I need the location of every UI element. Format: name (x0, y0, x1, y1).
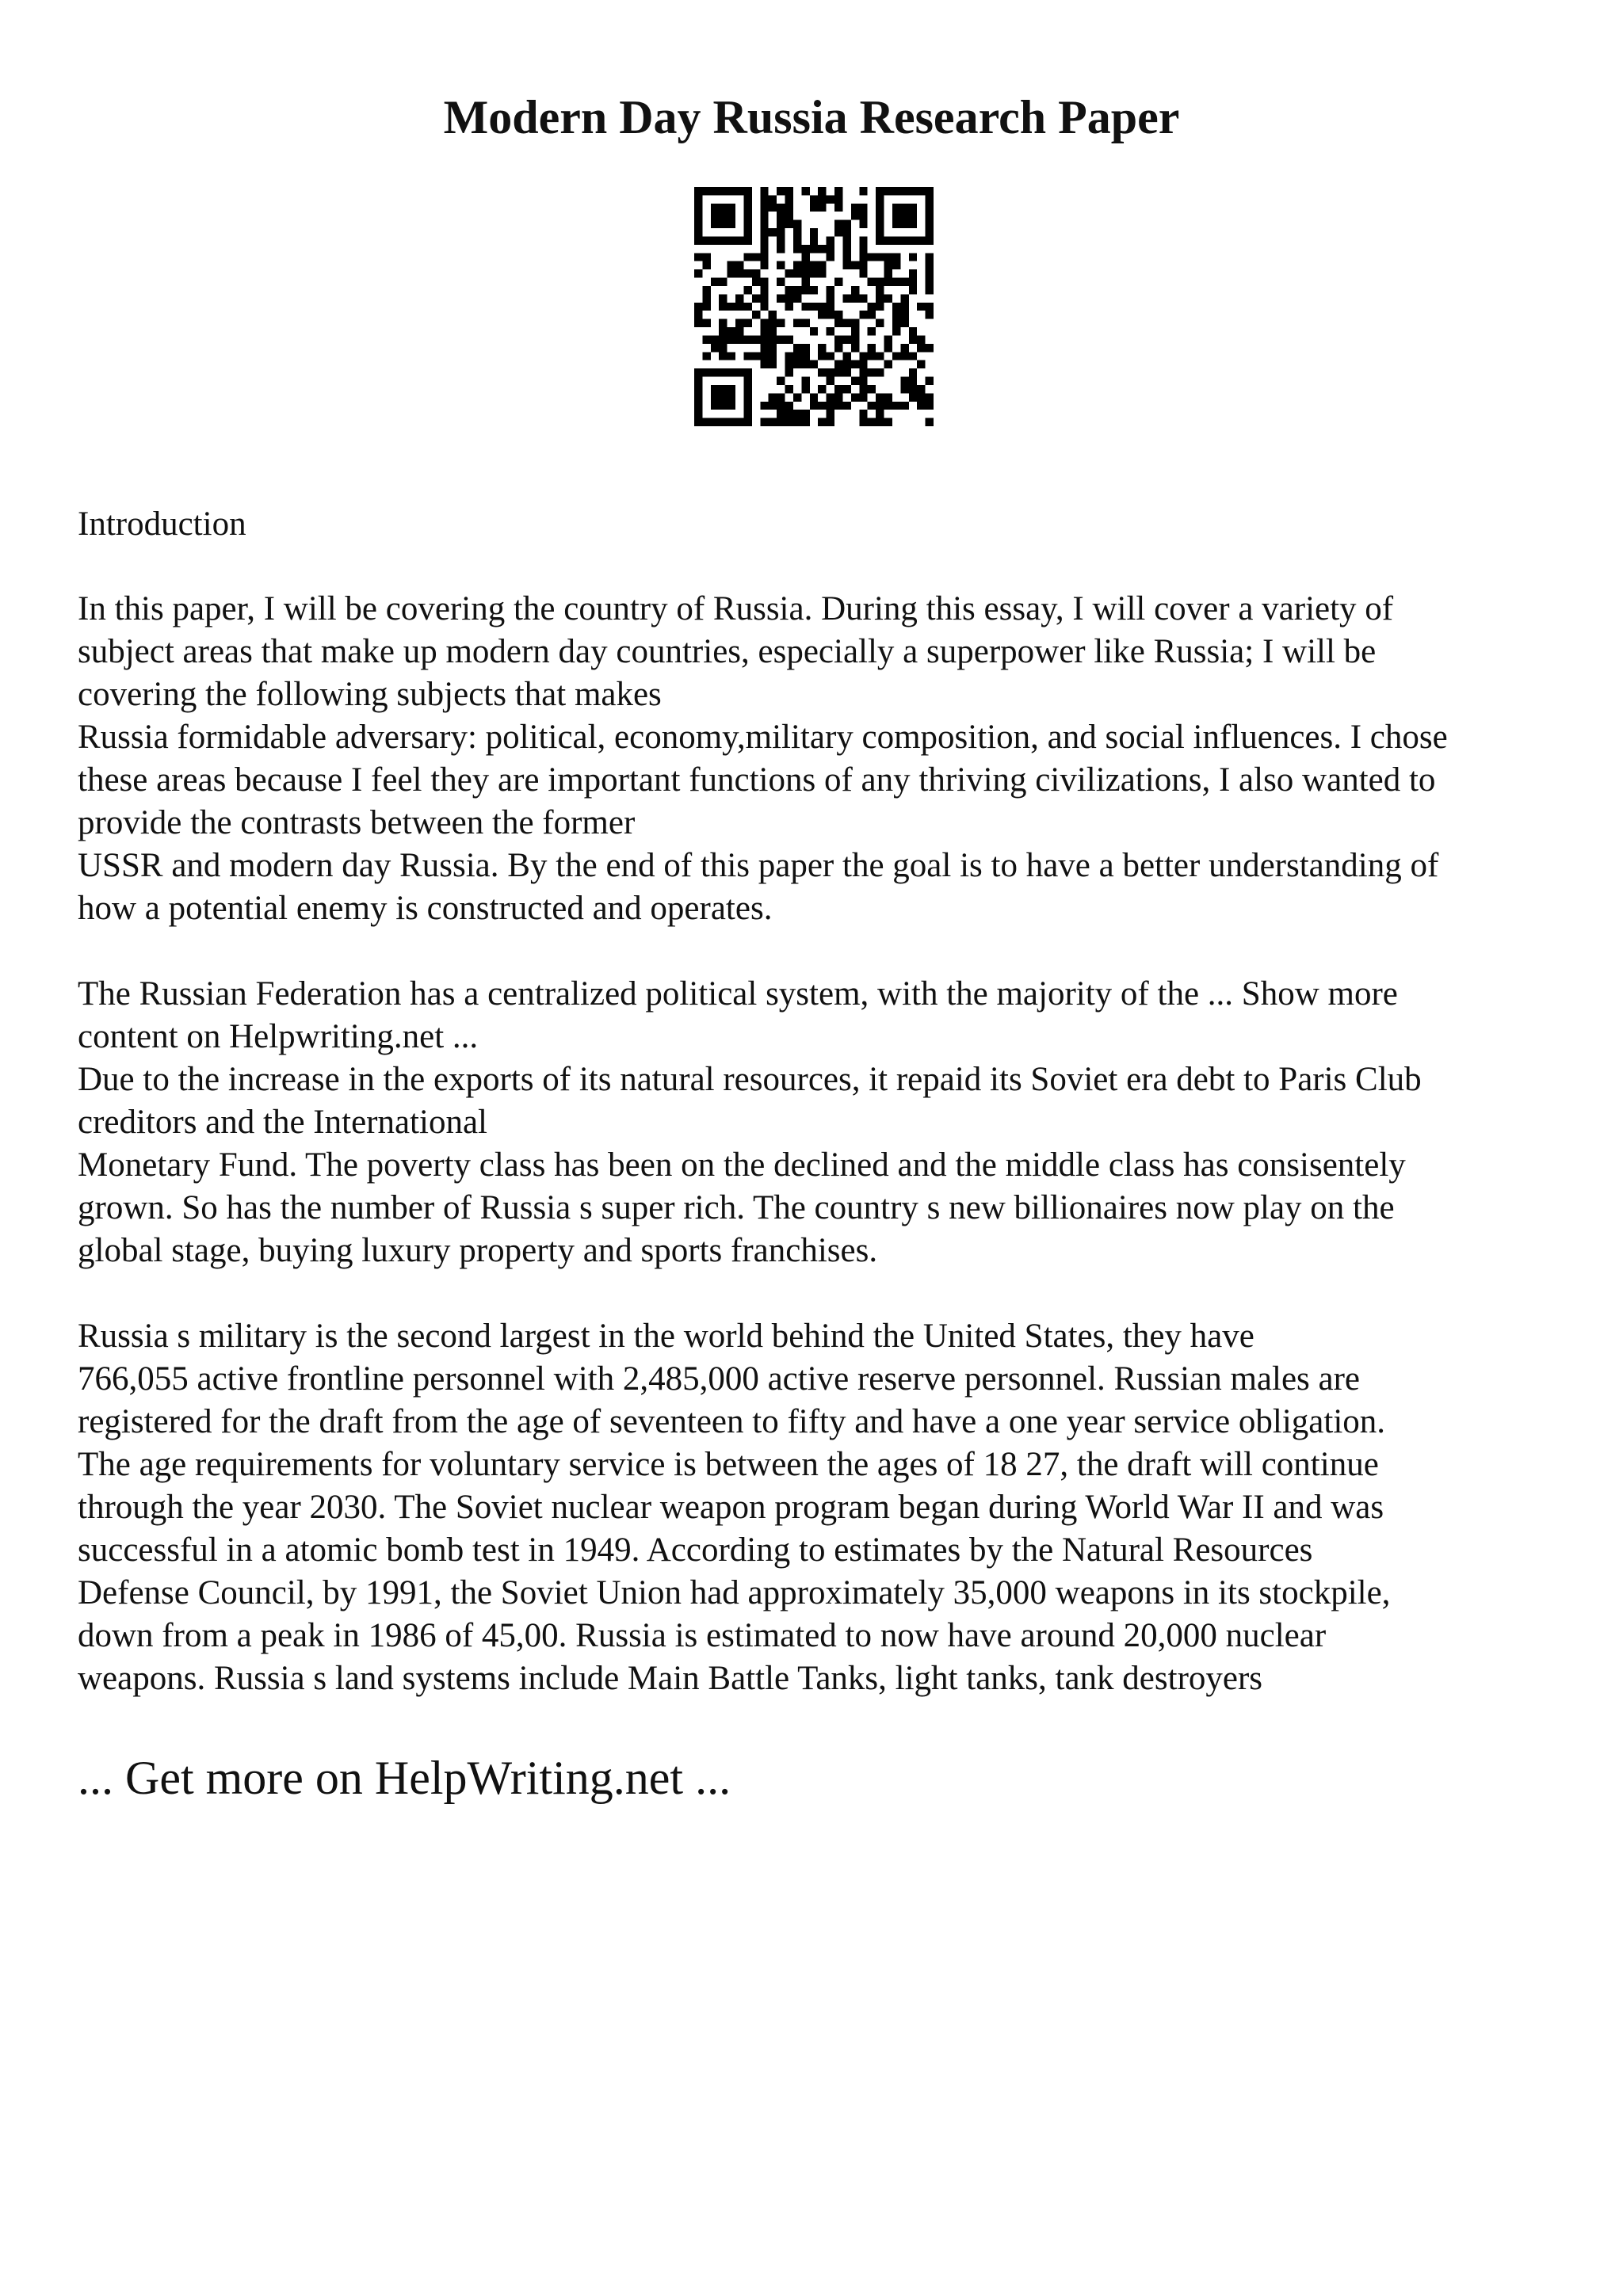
paragraph-line: The age requirements for voluntary service is between the ages of 18 27, the draft will continue (78, 1446, 1379, 1483)
paragraph-line: Russia formidable adversary: political, economy,military composition, and social influences. I chose (78, 719, 1448, 756)
paragraph-line: Due to the increase in the exports of its natural resources, it repaid its Soviet era debt to Paris Club (78, 1061, 1422, 1098)
paragraph-line: covering the following subjects that makes (78, 676, 662, 713)
paragraph-line: grown. So has the number of Russia s super rich. The country s new billionaires now play on the (78, 1189, 1395, 1226)
paragraph-line: 766,055 active frontline personnel with 2,485,000 active reserve personnel. Russian males are (78, 1360, 1361, 1398)
paragraph-line: these areas because I feel they are important functions of any thriving civilizations, I also wanted to (78, 761, 1436, 799)
paragraph-line: weapons. Russia s land systems include Main Battle Tanks, light tanks, tank destroyers (78, 1660, 1263, 1697)
paragraph-line: The Russian Federation has a centralized political system, with the majority of the ... Show more (78, 975, 1398, 1013)
paragraph-line: USSR and modern day Russia. By the end of this paper the goal is to have a better understanding of (78, 847, 1439, 884)
paragraph-line: through the year 2030. The Soviet nuclear weapon program began during World War II and was (78, 1489, 1384, 1526)
paragraph-line: subject areas that make up modern day countries, especially a superpower like Russia; I will be (78, 633, 1377, 670)
paragraph-line: how a potential enemy is constructed and operates. (78, 890, 773, 927)
section-heading-introduction: Introduction (78, 505, 246, 543)
paragraph-line: Defense Council, by 1991, the Soviet Union had approximately 35,000 weapons in its stockpile, (78, 1574, 1391, 1611)
paragraph-line: registered for the draft from the age of seventeen to fifty and have a one year service obligation. (78, 1403, 1386, 1440)
paragraph-line: creditors and the International (78, 1104, 487, 1141)
get-more-link[interactable]: ... Get more on HelpWriting.net ... (78, 1752, 731, 1804)
qr-code-icon (694, 187, 934, 426)
paragraph-line: Monetary Fund. The poverty class has been on the declined and the middle class has consisentely (78, 1146, 1406, 1184)
paragraph-line: successful in a atomic bomb test in 1949. According to estimates by the Natural Resources (78, 1531, 1313, 1569)
paragraph-line: provide the contrasts between the former (78, 804, 636, 841)
paragraph-line: down from a peak in 1986 of 45,00. Russia is estimated to now have around 20,000 nuclear (78, 1617, 1327, 1654)
paragraph-line: global stage, buying luxury property and sports franchises. (78, 1232, 878, 1269)
paragraph-line: content on Helpwriting.net ... (78, 1018, 479, 1055)
paragraph-line: In this paper, I will be covering the country of Russia. During this essay, I will cover a variety of (78, 590, 1394, 627)
paragraph-line: Russia s military is the second largest in the world behind the United States, they have (78, 1318, 1254, 1355)
document-title: Modern Day Russia Research Paper (443, 91, 1180, 143)
